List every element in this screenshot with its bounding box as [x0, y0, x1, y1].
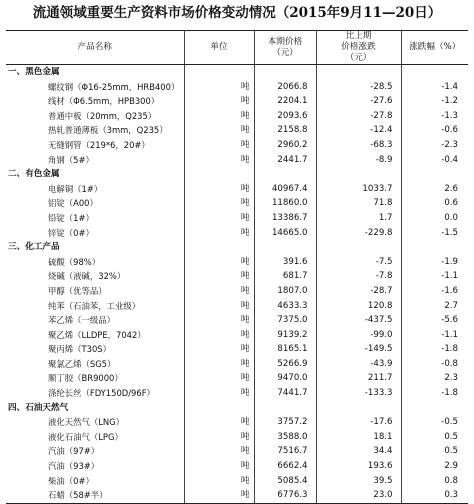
product-name-cell: 聚乙烯（LLDPE，7042）: [6, 328, 184, 343]
price-cell: 9470.0: [254, 371, 316, 386]
table-row: [6, 459, 468, 474]
product-name-cell: 苯乙烯（一级品）: [6, 313, 184, 328]
header-change: [316, 31, 401, 65]
product-name-cell: 甲醇（优等品）: [6, 284, 184, 299]
pct-cell: 2.7: [444, 300, 458, 311]
unit-cell: 吨: [184, 255, 254, 270]
table-row: [6, 328, 468, 343]
unit-cell: 吨: [184, 153, 254, 168]
pct-cell: -0.5: [441, 417, 458, 428]
price-cell: 1807.0: [254, 284, 316, 299]
price-table: [6, 30, 468, 504]
table-row: [6, 255, 468, 270]
table-row: [6, 386, 468, 401]
price-cell: 2960.2: [254, 138, 316, 153]
table-row: [6, 313, 468, 328]
change-cell: -28.5: [316, 80, 401, 95]
pct-cell: [401, 167, 468, 182]
pct-cell: 2.9: [444, 461, 458, 472]
unit-cell: 吨: [184, 444, 254, 459]
change-cell: [316, 240, 401, 255]
change-cell: -27.6: [316, 94, 401, 109]
unit-cell: 吨: [184, 94, 254, 109]
unit-cell: 吨: [184, 430, 254, 445]
table-body: [6, 65, 468, 504]
product-name-cell: 汽油（97#）: [6, 444, 184, 459]
change-cell: [316, 401, 401, 416]
product-name-cell: 液化天然气（LNG）: [6, 415, 184, 430]
unit-cell: 吨: [184, 211, 254, 226]
product-name-cell: 汽油（93#）: [6, 459, 184, 474]
unit-cell: 吨: [184, 182, 254, 197]
table-row: [6, 138, 468, 153]
unit-cell: 吨: [184, 196, 254, 211]
price-cell: 7375.0: [254, 313, 316, 328]
header-price: [254, 31, 316, 65]
change-cell: 23.0: [316, 488, 401, 503]
price-cell: 4633.3: [254, 299, 316, 314]
price-cell: 5085.4: [254, 474, 316, 489]
change-cell: -7.8: [316, 269, 401, 284]
change-cell: -99.0: [316, 328, 401, 343]
change-cell: -149.5: [316, 342, 401, 357]
price-cell: 2066.8: [254, 80, 316, 95]
product-name-cell: 涤纶长丝（FDY150D/96F）: [6, 386, 184, 401]
change-cell: 211.7: [316, 371, 401, 386]
unit-cell: 吨: [184, 474, 254, 489]
price-cell: 6776.3: [254, 488, 316, 503]
price-cell: [254, 167, 316, 182]
change-cell: -229.8: [316, 226, 401, 241]
pct-cell: -1.4: [441, 81, 458, 92]
change-cell: 193.6: [316, 459, 401, 474]
table-row: [6, 444, 468, 459]
pct-cell: -0.6: [441, 125, 458, 136]
product-name-cell: 线材（Φ6.5mm，HPB300）: [6, 94, 184, 109]
unit-cell: 吨: [184, 371, 254, 386]
change-cell: 18.1: [316, 430, 401, 445]
price-cell: 6662.4: [254, 459, 316, 474]
header-product-name: 产品名称: [6, 31, 184, 65]
change-cell: 1.7: [316, 211, 401, 226]
product-name-cell: 聚丙烯（T30S）: [6, 342, 184, 357]
change-cell: -437.5: [316, 313, 401, 328]
pct-cell: 0.3: [401, 488, 468, 503]
unit-cell: 吨: [184, 313, 254, 328]
header-price-line: 本期价格: [267, 36, 303, 47]
product-name-cell: 液化石油气（LPG）: [6, 430, 184, 445]
price-cell: 681.7: [254, 269, 316, 284]
pct-cell: -2.3: [441, 139, 458, 150]
change-cell: 34.4: [316, 444, 401, 459]
pct-cell: 0.5: [444, 446, 458, 457]
price-cell: 14665.0: [254, 226, 316, 241]
price-cell: 2441.7: [254, 153, 316, 168]
unit-cell: [184, 401, 254, 416]
pct-cell: -0.4: [441, 154, 458, 165]
pct-cell: 0.5: [444, 431, 458, 442]
pct-cell: -5.6: [441, 315, 458, 326]
product-name-cell: 一、黑色金属: [6, 65, 184, 80]
table-row: [6, 94, 468, 109]
product-name-cell: 纯苯（石油苯，工业级）: [6, 299, 184, 314]
pct-cell: -0.8: [441, 358, 458, 369]
unit-cell: 吨: [184, 488, 254, 503]
unit-cell: 吨: [184, 138, 254, 153]
table-row: [6, 123, 468, 138]
product-name-cell: 三、化工产品: [6, 240, 184, 255]
pct-cell: 0.6: [444, 198, 458, 209]
product-name-cell: 铅锭（1#）: [6, 211, 184, 226]
product-name-cell: 顺丁胶（BR9000）: [6, 371, 184, 386]
price-cell: 2158.8: [254, 123, 316, 138]
price-cell: [254, 65, 316, 80]
unit-cell: 吨: [184, 415, 254, 430]
change-cell: -7.5: [316, 255, 401, 270]
pct-cell: 2.6: [444, 183, 458, 194]
unit-cell: 吨: [184, 459, 254, 474]
category-row: [6, 65, 468, 80]
price-cell: 40967.4: [254, 182, 316, 197]
unit-cell: 吨: [184, 226, 254, 241]
pct-cell: 2.3: [444, 373, 458, 384]
product-name-cell: 烧碱（液碱，32%）: [6, 269, 184, 284]
product-name-cell: 螺纹钢（Φ16-25mm，HRB400）: [6, 80, 184, 95]
price-cell: [254, 401, 316, 416]
unit-cell: 吨: [184, 269, 254, 284]
price-cell: 3757.2: [254, 415, 316, 430]
header-change-line: 价格涨跌: [341, 42, 376, 52]
unit-cell: 吨: [184, 109, 254, 124]
product-name-cell: 石蜡（58#半）: [6, 488, 184, 503]
change-cell: -17.6: [316, 415, 401, 430]
change-cell: -27.8: [316, 109, 401, 124]
table-row: [6, 80, 468, 95]
unit-cell: [184, 65, 254, 80]
product-name-cell: 二、有色金属: [6, 167, 184, 182]
pct-cell: [401, 65, 468, 80]
price-cell: 2093.6: [254, 109, 316, 124]
unit-cell: 吨: [184, 123, 254, 138]
price-cell: 2204.1: [254, 94, 316, 109]
pct-cell: [401, 401, 468, 416]
table-row: [6, 371, 468, 386]
product-name-cell: 四、石油天然气: [6, 401, 184, 416]
pct-cell: [401, 240, 468, 255]
table-header-row: [6, 31, 468, 65]
change-cell: -133.3: [316, 386, 401, 401]
product-name-cell: 柴油（0#）: [6, 474, 184, 489]
pct-cell: -1.8: [441, 388, 458, 399]
pct-cell: -1.8: [441, 344, 458, 355]
unit-cell: 吨: [184, 80, 254, 95]
pct-cell: -1.5: [441, 227, 458, 238]
table-row: [6, 430, 468, 445]
change-cell: 39.5: [316, 474, 401, 489]
price-cell: 8165.1: [254, 342, 316, 357]
pct-cell: -1.1: [441, 271, 458, 282]
header-pct: 涨跌幅（%）: [401, 31, 468, 65]
table-row: [6, 415, 468, 430]
pct-cell: 0.8: [444, 475, 458, 486]
table-row: [6, 488, 468, 503]
header-unit: 单位: [184, 31, 254, 65]
product-name-cell: 无缝钢管（219*6，20#）: [6, 138, 184, 153]
change-cell: [316, 65, 401, 80]
table-row: [6, 299, 468, 314]
product-name-cell: 热轧普通薄板（3mm，Q235）: [6, 123, 184, 138]
pct-cell: 0.0: [444, 212, 458, 223]
change-cell: -28.7: [316, 284, 401, 299]
table-row: [6, 284, 468, 299]
table-row: [6, 226, 468, 241]
product-name-cell: 硫酸（98%）: [6, 255, 184, 270]
unit-cell: 吨: [184, 284, 254, 299]
header-change-line: （元）: [345, 53, 372, 63]
price-cell: 391.6: [254, 255, 316, 270]
table-row: [6, 474, 468, 489]
product-name-cell: 锌锭（0#）: [6, 226, 184, 241]
table-row: [6, 269, 468, 284]
unit-cell: 吨: [184, 299, 254, 314]
unit-cell: 吨: [184, 342, 254, 357]
price-cell: 13386.7: [254, 211, 316, 226]
unit-cell: 吨: [184, 386, 254, 401]
price-cell: 9139.2: [254, 328, 316, 343]
category-row: [6, 401, 468, 416]
change-cell: 1033.7: [316, 182, 401, 197]
pct-cell: -1.3: [441, 110, 458, 121]
price-cell: 3588.0: [254, 430, 316, 445]
table-row: [6, 342, 468, 357]
table-row: [6, 357, 468, 372]
product-name-cell: 铝锭（A00）: [6, 196, 184, 211]
change-cell: -12.4: [316, 123, 401, 138]
price-cell: 7441.7: [254, 386, 316, 401]
table-row: [6, 182, 468, 197]
change-cell: 120.8: [316, 299, 401, 314]
product-name-cell: 聚氯乙烯（SG5）: [6, 357, 184, 372]
product-name-cell: 角钢（5#）: [6, 153, 184, 168]
document-title: 流通领域重要生产资料市场价格变动情况（2015年9月11—20日）: [32, 5, 442, 21]
unit-cell: [184, 167, 254, 182]
pct-cell: -1.6: [441, 285, 458, 296]
table-row: [6, 109, 468, 124]
change-cell: -68.3: [316, 138, 401, 153]
table-row: [6, 153, 468, 168]
table-row: [6, 211, 468, 226]
change-cell: -8.9: [316, 153, 401, 168]
price-cell: 5266.9: [254, 357, 316, 372]
pct-cell: -1.2: [441, 96, 458, 107]
price-cell: 11860.0: [254, 196, 316, 211]
change-cell: 71.8: [316, 196, 401, 211]
price-cell: [254, 240, 316, 255]
change-cell: -43.9: [316, 357, 401, 372]
unit-cell: 吨: [184, 328, 254, 343]
unit-cell: [184, 240, 254, 255]
table-row: [6, 196, 468, 211]
header-change-line: 比上期: [345, 31, 372, 41]
change-cell: [316, 167, 401, 182]
header-price-line: （元）: [272, 47, 298, 58]
product-name-cell: 普通中板（20mm，Q235）: [6, 109, 184, 124]
category-row: [6, 167, 468, 182]
pct-cell: -1.9: [441, 256, 458, 267]
category-row: [6, 240, 468, 255]
pct-cell: -1.1: [441, 329, 458, 340]
product-name-cell: 电解铜（1#）: [6, 182, 184, 197]
price-cell: 7516.7: [254, 444, 316, 459]
unit-cell: 吨: [184, 357, 254, 372]
